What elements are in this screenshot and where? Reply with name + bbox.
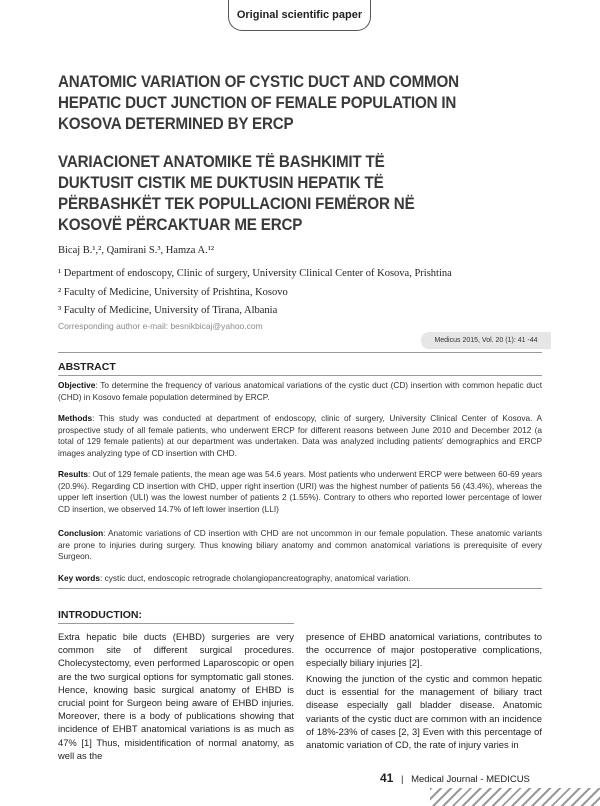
- abstract-keywords: [58, 573, 542, 585]
- title-line: ANATOMIC VARIATION OF CYSTIC DUCT AND COMMON: [58, 73, 459, 91]
- intro-right-paragraph-2: Knowing the junction of the cystic and common hepatic duct is essential for the management of biliary tract disease especially gall bladder disease. Anatomic variants of the cystic duct are common with an incidence of 18%-23% of cases [2, 3] Even with this percentage of anatomic variation of CD, the rate of injury varies in: [306, 673, 542, 751]
- keywords-text: : cystic duct, endoscopic retrograde cholangiopancreatography, anatomical variation.: [99, 573, 411, 583]
- title-line: KOSOVA DETERMINED BY ERCP: [58, 115, 294, 133]
- title-line: DUKTUSIT CISTIK ME DUKTUSIN HEPATIK TË: [58, 174, 384, 192]
- title-albanian: [58, 152, 490, 236]
- title-english: [58, 72, 490, 135]
- section-tag: Original scientific paper: [228, 0, 371, 31]
- methods-label: Methods: [58, 413, 93, 423]
- authors: Bicaj B.¹,², Qamirani S.³, Hamza A.¹²: [58, 245, 215, 256]
- abstract-heading: ABSTRACT: [58, 361, 116, 373]
- objective-label: Objective: [58, 380, 96, 390]
- abstract-methods: [58, 413, 542, 459]
- results-label: Results: [58, 469, 88, 479]
- affiliation-3: ³ Faculty of Medicine, University of Tirana, Albania: [58, 305, 278, 316]
- title-line: KOSOVË PËRCAKTUAR ME ERCP: [58, 216, 303, 234]
- keywords-label: Key words: [58, 573, 100, 583]
- title-line: HEPATIC DUCT JUNCTION OF FEMALE POPULATION IN: [58, 94, 457, 112]
- corresponding-author: Corresponding author e-mail: besnikbicaj@yahoo.com: [58, 321, 263, 331]
- abstract-objective: [58, 380, 542, 403]
- introduction-heading: INTRODUCTION:: [58, 609, 142, 621]
- title-line: PËRBASHKËT TEK POPULLACIONI FEMËROR NË: [58, 195, 415, 213]
- journal-name: Medical Journal - MEDICUS: [411, 774, 530, 785]
- divider: [58, 375, 542, 376]
- page-footer: [380, 771, 530, 785]
- abstract-results: [58, 469, 542, 515]
- footer-separator: |: [401, 774, 404, 785]
- affiliation-2: ² Faculty of Medicine, University of Prishtina, Kosovo: [58, 287, 288, 298]
- abstract-conclusion: [58, 528, 542, 563]
- page-number: 41: [380, 771, 394, 785]
- methods-text: : This study was conducted at department of endoscopy, clinic of surgery, University Clinical Center of Kosova. A prospective study of all female patients, who underwent ERCP for different reasons between June 2010 and December 2012 (a total of 129 female patients) at our department was undertaken. Data was analyzed including patients' demographics and ERCP images analyzing type of CD insertion with CHD.: [58, 413, 542, 458]
- conclusion-label: Conclusion: [58, 528, 104, 538]
- objective-text: : To determine the frequency of various anatomical variations of the cystic duct (CD) insertion with common hepatic duct (CHD) in Kosovo female population determined by ERCP.: [58, 380, 542, 402]
- intro-right-paragraph-1: presence of EHBD anatomical variations, contributes to the occurrence of major postoperative complications, especially biliary injuries [2].: [306, 631, 542, 669]
- results-text: : Out of 129 female patients, the mean age was 54.6 years. Most patients who underwent ERCP were between 60-69 years (20.9%). Regarding CD insertion with CHD, upper right insertion (URI) was the highest number of patients 56 (43.4%), whereas the upper left insertion (ULI) was the lowest number of patients 2 (1.55%). Contrary to others who reported lower percentage of lower CD insertion, we observed 14.7% of left lower insertion (LLI): [58, 469, 542, 514]
- title-line: VARIACIONET ANATOMIKE TË BASHKIMIT TË: [58, 153, 385, 171]
- affiliation-1: ¹ Department of endoscopy, Clinic of surgery, University Clinical Center of Kosova, Prishtina: [58, 268, 452, 279]
- divider: [58, 588, 542, 589]
- conclusion-text: : Anatomic variations of CD insertion with CHD are not uncommon in our female population. These anatomic variants are prone to injuries during surgery. Thus knowing biliary anatomy and common anatomical variations is prerequisite of every Surgeon.: [58, 528, 542, 562]
- footer-stripes: [430, 788, 600, 806]
- divider: [58, 352, 542, 353]
- citation-badge: Medicus 2015, Vol. 20 (1): 41 -44: [421, 332, 551, 349]
- intro-left-column: Extra hepatic bile ducts (EHBD) surgeries are very common site of different surgical procedures. Cholecystectomy, even performed Laparoscopic or open are the two surgical options for symptomatic gall stones. Hence, knowing basic surgical anatomy of EHBD is crucial point for Surgeon being aware of EHBD injuries. Moreover, there is a body of publications showing that incidence of EHBT anatomical variations is as much as 47% [1] Thus, misidentification of normal anatomy, as well as the: [58, 631, 294, 761]
- divider: [58, 623, 294, 624]
